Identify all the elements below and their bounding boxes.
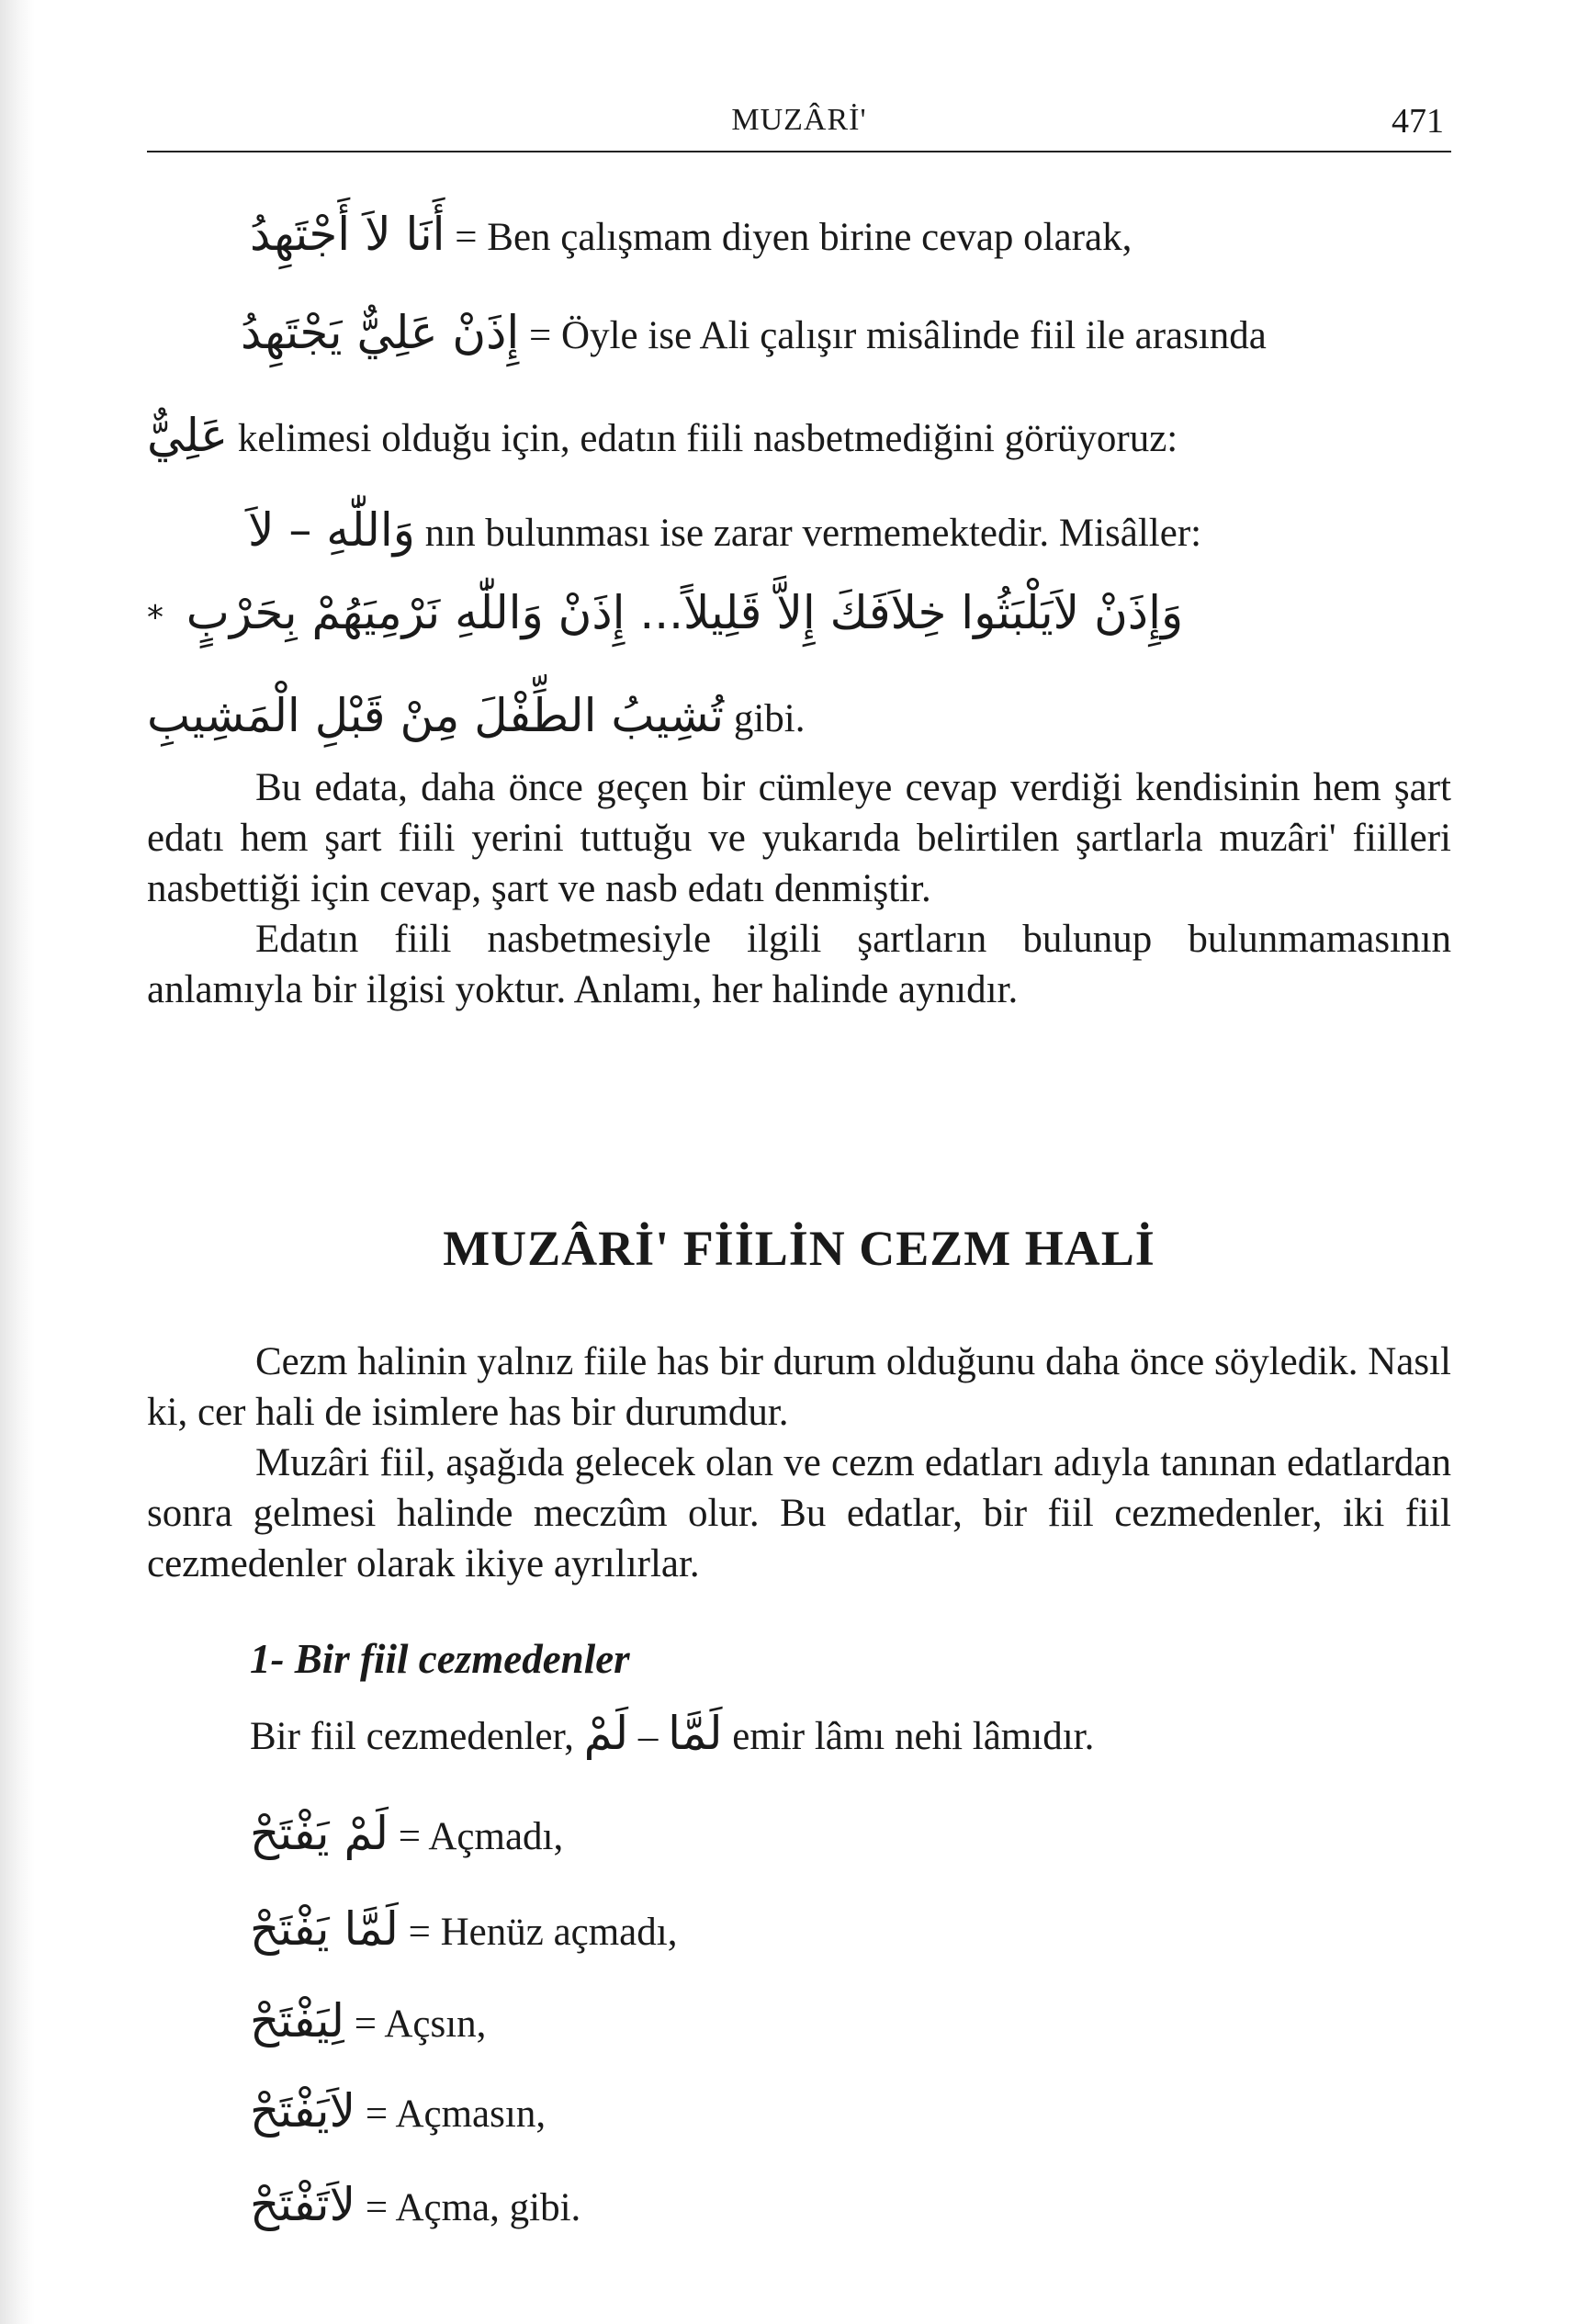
- example-row: [250, 1901, 677, 1960]
- arabic-phrase: وَاللّٰهِ – لاَ: [248, 503, 415, 557]
- verse-line-2: [147, 691, 806, 744]
- arabic-word: لَمَّا: [668, 1707, 723, 1760]
- page-edge-shadow: [0, 0, 35, 2324]
- example-gloss: kelimesi olduğu için, edatın fiili nasbetmediğini görüyoruz:: [237, 417, 1178, 460]
- arabic-phrase: إِذَنْ عَلِيٌّ يَجْتَهِدُ: [241, 306, 520, 359]
- section-heading: MUZÂRİ' FİİLİN CEZM HALİ: [443, 1221, 1155, 1276]
- arabic-word: عَلِيٌّ: [147, 409, 229, 462]
- verse-line-1: [147, 588, 1183, 643]
- example-row: [250, 2083, 546, 2142]
- arabic-phrase: لِيَفْتَحْ: [250, 1994, 344, 2048]
- subheading: 1- Bir fiil cezmedenler: [250, 1636, 630, 1682]
- verse-arabic: وَإِذَنْ لاَيَلْبَثُوا خِلاَفَكَ إِلاَّ قَلِيلاً... إِذَنْ وَاللّٰهِ نَرْمِيَهُمْ بِحَرْبٍ: [186, 586, 1184, 639]
- example-line-2: [241, 308, 1267, 361]
- arabic-phrase: لاَتَفْتَحْ: [250, 2178, 356, 2231]
- intro-text: Bir fiil cezmedenler,: [250, 1715, 574, 1758]
- intro-text: emir lâmı nehi lâmıdır.: [732, 1715, 1095, 1758]
- arabic-phrase: أَنَا لاَ أَجْتَهِدُ: [250, 208, 445, 261]
- paragraph-block-section: [147, 1337, 1451, 1589]
- arabic-word: لَمْ: [583, 1707, 629, 1760]
- example-gloss: = Açmadı,: [398, 1815, 564, 1858]
- paragraph-block-top: [147, 762, 1451, 1015]
- example-gloss: = Ben çalışmam diyen birine cevap olarak,: [455, 216, 1133, 259]
- page-number: 471: [1392, 102, 1444, 141]
- arabic-phrase: لاَيَفْتَحْ: [250, 2084, 356, 2138]
- example-row: [250, 1806, 563, 1865]
- paragraph: Muzâri fiil, aşağıda gelecek olan ve cezm edatları adıyla tanınan edatlardan sonra gelmesi halinde meczûm olur. Bu edatlar, bir fiil cezmedenler, iki fiil cezmedenler olarak ikiye ayrılırlar.: [147, 1441, 1451, 1585]
- arabic-phrase: لَمْ يَفْتَحْ: [250, 1807, 389, 1860]
- example-row: [250, 2177, 580, 2236]
- example-line-3: [147, 411, 1178, 464]
- example-gloss: = Henüz açmadı,: [408, 1911, 678, 1954]
- running-title: MUZÂRİ': [731, 103, 867, 137]
- paragraph: Edatın fiili nasbetmesiyle ilgili şartların bulunup bulunmamasının anlamıyla bir ilgisi yoktur. Anlamı, her halinde aynıdır.: [147, 918, 1451, 1011]
- example-line-1: [250, 209, 1132, 263]
- dash: –: [637, 1715, 659, 1758]
- example-gloss: = Açsın,: [354, 2002, 487, 2046]
- example-gloss: nın bulunması ise zarar vermemektedir. Misâller:: [424, 512, 1202, 555]
- page-header: [147, 99, 1451, 152]
- intro-line: [250, 1709, 1094, 1762]
- example-gloss: = Öyle ise Ali çalışır misâlinde fiil ile arasında: [529, 314, 1267, 357]
- verse-gloss: gibi.: [733, 697, 806, 740]
- example-gloss: = Açma, gibi.: [365, 2186, 581, 2229]
- example-row: [250, 1993, 486, 2052]
- example-line-4: [248, 505, 1201, 558]
- paragraph: Bu edata, daha önce geçen bir cümleye cevap verdiği kendisinin hem şart edatı hem şart fiili yerini tuttuğu ve yukarıda belirtilen şartlarla muzâri' fiilleri nasbettiği için cevap, şart ve nasb edatı denmiştir.: [147, 766, 1451, 910]
- verse-marker: *: [147, 599, 163, 637]
- arabic-phrase: لَمَّا يَفْتَحْ: [250, 1902, 399, 1956]
- verse-arabic: تُشِيبُ الطِّفْلَ مِنْ قَبْلِ الْمَشِيبِ: [147, 689, 725, 742]
- paragraph: Cezm halinin yalnız fiile has bir durum olduğunu daha önce söyledik. Nasıl ki, cer hali de isimlere has bir durumdur.: [147, 1340, 1451, 1434]
- example-gloss: = Açmasın,: [365, 2093, 547, 2136]
